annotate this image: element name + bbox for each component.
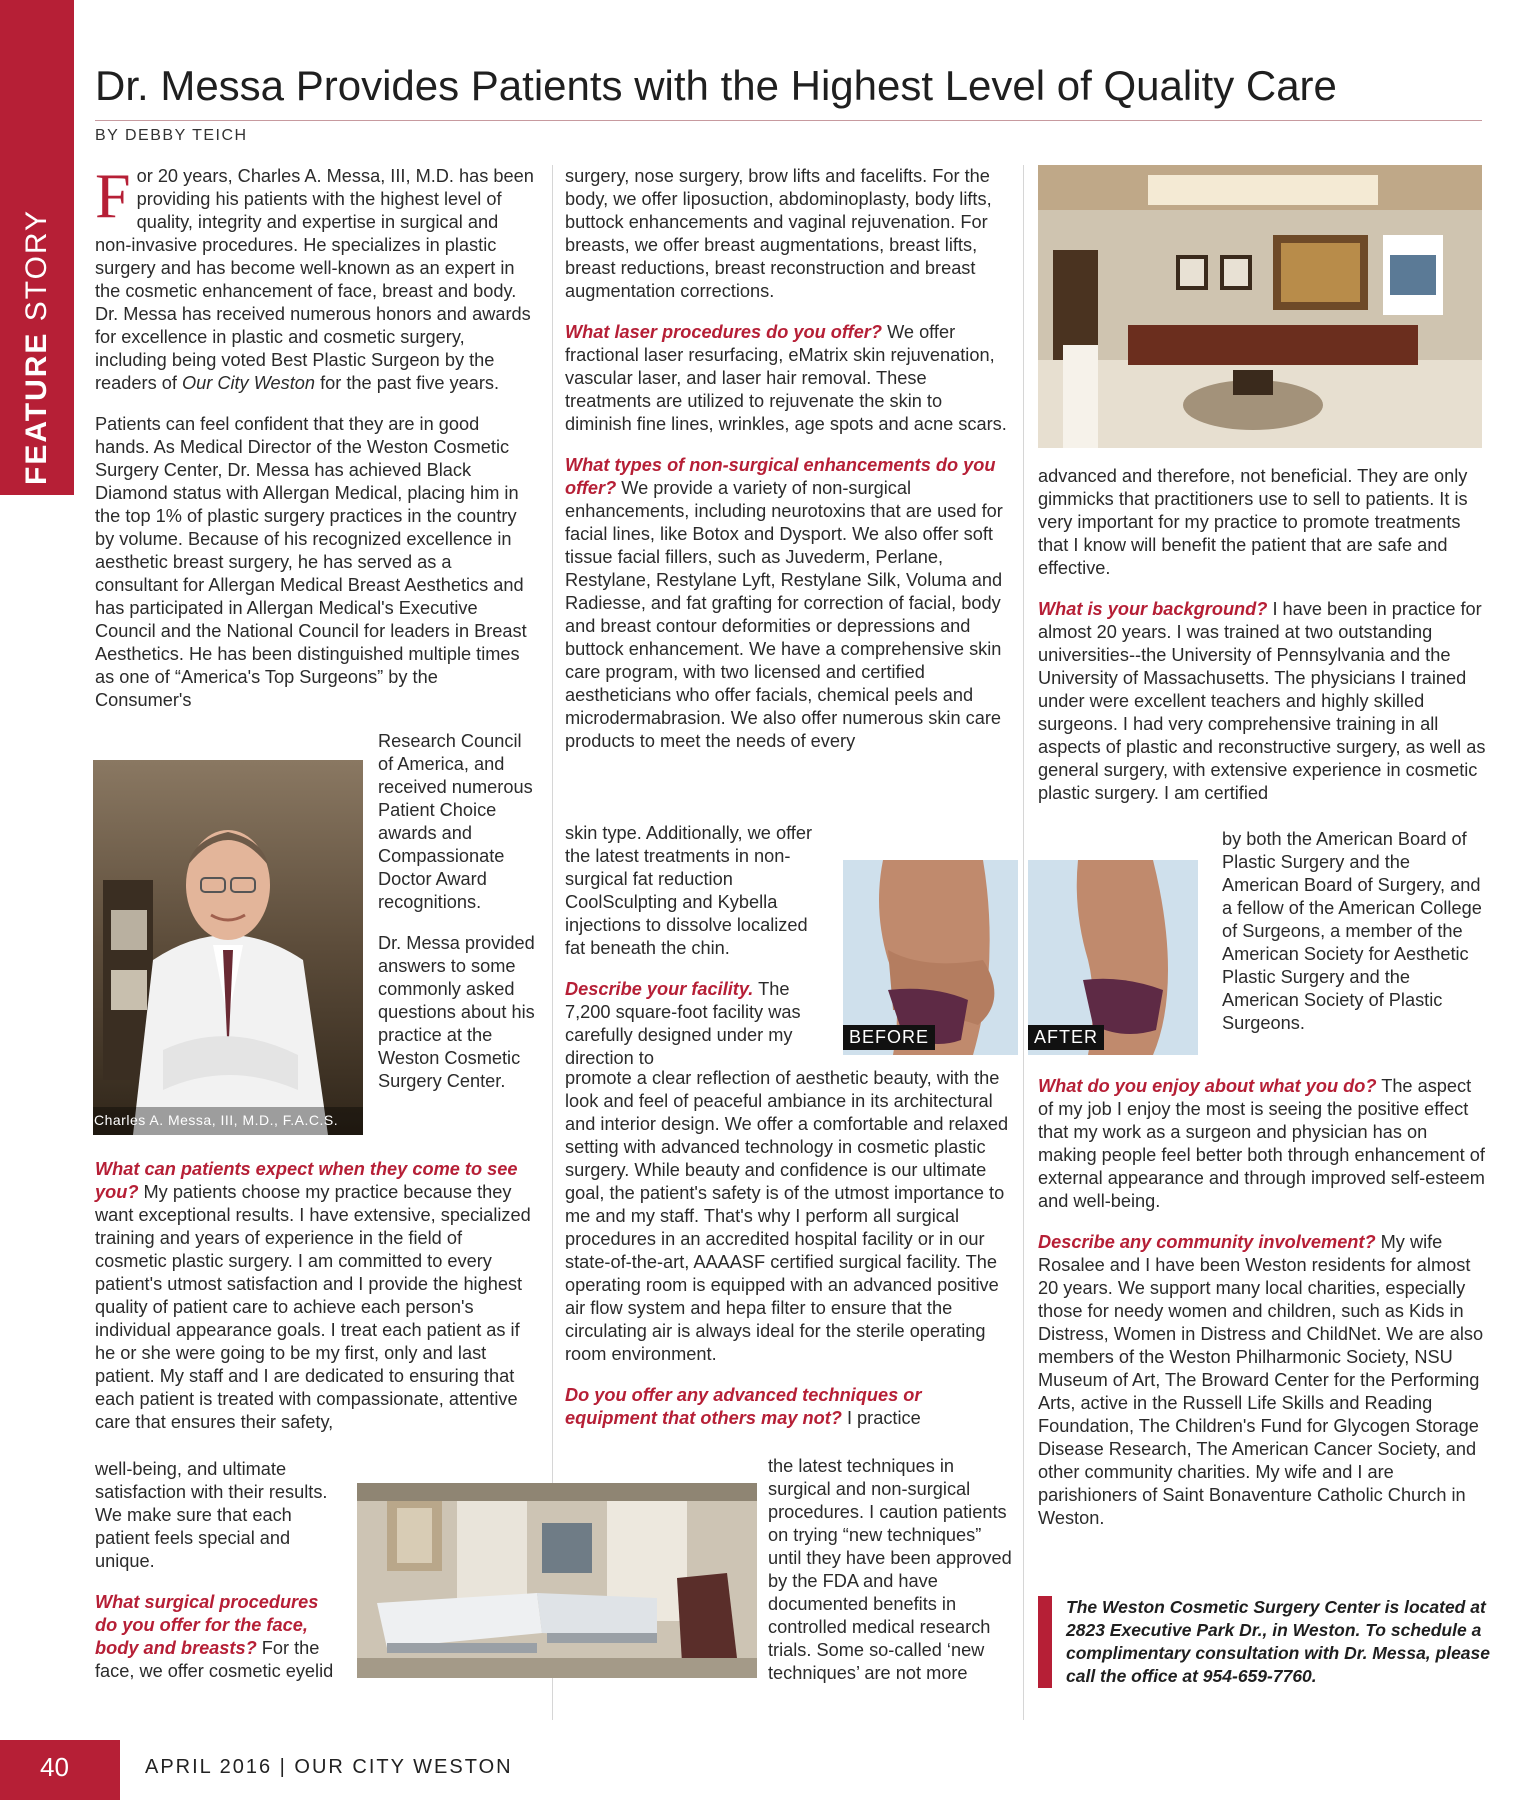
column-3-wrap [1222, 828, 1486, 1053]
column-1-lower [95, 1158, 535, 1434]
answer: The aspect of my job I enjoy the most is seeing the positive effect that my work as a surgeon and physician has on making people feel better both through enhancement of external appearance and through improved self-esteem and well-being. [1038, 1076, 1485, 1211]
question: What laser procedures do you offer? [565, 322, 882, 342]
qa-block [1038, 1075, 1486, 1213]
column-1-narrow [95, 1458, 345, 1701]
column-2-lower [565, 1067, 1010, 1430]
answer: We provide a variety of non-surgical enhancements, including neurotoxins that are used for facial lines, like Botox and Dysport. We also offer soft tissue facial fillers, such as Juvederm, Perlane, Restylane, Restylane Lyft, Restylane Silk, Voluma and Radiesse, and fat grafting for correction of facial, body and breast contour deformities or depressions and buttock enhancement. We have a comprehensive skin care program, with two licensed and certified aestheticians who offer facials, chemical peels and microdermabrasion. We also offer numerous skin care products to meet the needs of every [565, 478, 1003, 751]
recovery-room-illustration [357, 1483, 757, 1678]
paragraph: advanced and therefore, not beneficial. They are only gimmicks that practitioners use to sell to patients. It is very important for my practice to promote treatments that I know will benefit the patient that are safe and effective. [1038, 466, 1468, 578]
question: What can patients expect when they come to see you? [95, 1159, 518, 1202]
question: Do you offer any advanced techniques or equipment that others may not? [565, 1385, 922, 1428]
drop-cap: F [95, 160, 131, 231]
column-2 [565, 165, 1010, 771]
before-label: BEFORE [843, 1025, 935, 1050]
paragraph: surgery, nose surgery, brow lifts and facelifts. For the body, we offer liposuction, abdominoplasty, body lifts, buttock enhancements and vaginal rejuvenation. For breasts, we offer breast augmentations, breast lifts, breast reductions, breast reconstruction and breast augmentation corrections. [565, 166, 992, 301]
article-headline: Dr. Messa Provides Patients with the Highest Level of Quality Care [95, 62, 1337, 109]
portrait-illustration [93, 760, 363, 1135]
question: Describe any community involvement? [1038, 1232, 1376, 1252]
contact-callout: The Weston Cosmetic Surgery Center is located at 2823 Executive Park Dr., in Weston. To schedule a complimentary consultation with Dr. Messa, please call the office at 954-659-7760. [1038, 1596, 1516, 1688]
answer: My wife Rosalee and I have been Weston residents for almost 20 years. We support many local charities, especially those for needy women and children, such as Kids in Distress, Women in Distress and ChildNet. We are also members of the Weston Philharmonic Society, NSU Museum of Art, The Broward Center for the Performing Arts, active in the Russell Life Skills and Reading Foundation, The Children's Fund for Glycogen Storage Disease Research, The American Cancer Society, and other community charities. My wife and I are parishioners of Saint Bonaventure Catholic Church in Weston. [1038, 1232, 1484, 1528]
qa-block [95, 1158, 535, 1434]
qa-block [1038, 1231, 1486, 1530]
lobby-illustration [1038, 165, 1482, 448]
paragraph: the latest techniques in surgical and non-surgical procedures. I caution patients on trying “new techniques” until they have been approved by the FDA and have documented benefits in controlled medical research trials. Some so-called ‘new techniques’ are not more [768, 1456, 1012, 1683]
section-label-light: STORY [20, 208, 53, 322]
portrait-photo [93, 760, 363, 1135]
column-2-narrow [565, 822, 817, 1088]
qa-block [565, 454, 1010, 753]
qa-block [565, 1384, 1010, 1430]
paragraph: Dr. Messa provided answers to some commonly asked questions about his practice at the Weston Cosmetic Surgery Center. [378, 933, 535, 1091]
paragraph: well-being, and ultimate satisfaction with their results. We make sure that each patient feels special and unique. [95, 1459, 328, 1571]
qa-block [95, 1591, 345, 1683]
paragraph: Patients can feel confident that they are in good hands. As Medical Director of the Weston Cosmetic Surgery Center, Dr. Messa has achieved Black Diamond status with Allergan Medical, placing him in the top 1% of plastic surgery practices in the country by volume. Because of his recognized excellence in aesthetic breast surgery, he has served as a consultant for Allergan Medical Breast Aesthetics and has participated in Allergan Medical's Executive Council and the National Council for leaders in Breast Aesthetics. He has been distinguished multiple times as one of “America's Top Surgeons” by the Consumer's [95, 414, 527, 710]
question: What is your background? [1038, 599, 1268, 619]
paragraph: promote a clear reflection of aesthetic beauty, with the look and feel of peaceful ambiance in its architectural and interior design. We offer a comfortable and relaxed setting with advanced technology in cosmetic plastic surgery. While beauty and confidence is our ultimate goal, the patient's safety is of the utmost importance to me and my staff. That's why I perform all surgical procedures in an accredited hospital facility or in our state-of-the-art, AAAASF certified surgical facility. The operating room is equipped with an advanced positive air flow system and hepa filter to ensure that the circulating air is always ideal for the sterile operating room environment. [565, 1068, 1009, 1364]
after-label: AFTER [1028, 1025, 1104, 1050]
lobby-photo [1038, 165, 1482, 448]
byline: BY DEBBY TEICH [95, 127, 248, 144]
paragraph: skin type. Additionally, we offer the latest treatments in non-surgical fat reduction CoolSculpting and Kybella injections to dissolve localized fat beneath the chin. [565, 823, 813, 958]
answer: I practice [846, 1408, 921, 1428]
qa-block [1038, 598, 1486, 805]
intro-paragraph: For 20 years, Charles A. Messa, III, M.D. has been providing his patients with the highest level of quality, integrity and expertise in surgical and non-invasive procedures. He specializes in plastic surgery and has become well-known as an expert in the cosmetic enhancement of face, breast and body. Dr. Messa has received numerous honors and awards for excellence in plastic and cosmetic surgery, including being voted Best Plastic Surgeon by the readers of Our City Weston for the past five years. [95, 160, 534, 393]
portrait-caption: Charles A. Messa, III, M.D., F.A.C.S. [94, 1112, 339, 1128]
question: What types of non-surgical enhancements do you offer? [565, 455, 996, 498]
qa-block [565, 321, 1010, 436]
question: What do you enjoy about what you do? [1038, 1076, 1377, 1096]
publication-name: Our City Weston [181, 373, 316, 393]
section-label-bold: FEATURE [20, 331, 53, 485]
recovery-room-photo [357, 1483, 757, 1678]
answer: We offer fractional laser resurfacing, eMatrix skin rejuvenation, vascular laser, and laser hair removal. These treatments are utilized to rejuvenate the skin to diminish fine lines, wrinkles, age spots and acne scars. [565, 322, 1007, 434]
paragraph: Research Council of America, and received numerous Patient Choice awards and Compassionate Doctor Award recognitions. [378, 731, 533, 912]
question: Describe your facility. [565, 979, 754, 999]
section-label [20, 209, 54, 485]
column-3 [1038, 465, 1486, 805]
issue-footer: APRIL 2016 | OUR CITY WESTON [145, 1756, 513, 1778]
headline-rule [95, 120, 1482, 121]
answer: For the face, we offer cosmetic eyelid [95, 1638, 334, 1681]
answer: The 7,200 square-foot facility was carefully designed under my direction to [565, 979, 801, 1068]
column-3-lower [1038, 1075, 1486, 1548]
answer: I have been in practice for almost 20 years. I was trained at two outstanding universities--the University of Pennsylvania and the University of Massachusetts. The physicians I trained under were excellent teachers and highly skilled surgeons. I had very comprehensive training in all aspects of plastic and reconstructive surgery, as well as general surgery, with extensive experience in cosmetic plastic surgery. I am certified [1038, 599, 1486, 803]
page-number: 40 [40, 1752, 69, 1782]
paragraph: by both the American Board of Plastic Surgery and the American Board of Surgery, and a fellow of the American College of Surgeons, a member of the American Society for Aesthetic Plastic Surgery and the American Society of Plastic Surgeons. [1222, 829, 1482, 1033]
column-1 [95, 160, 535, 730]
question: What surgical procedures do you offer for the face, body and breasts? [95, 1592, 319, 1658]
qa-block [565, 978, 817, 1070]
column-divider [1023, 165, 1024, 1720]
answer: My patients choose my practice because they want exceptional results. I have extensive, specialized training and years of experience in the field of cosmetic plastic surgery. I am committed to every patient's utmost satisfaction and I provide the highest quality of patient care to achieve each person's individual appearance goals. I treat each patient as if he or she were going to be my first, only and last patient. My staff and I are dedicated to ensuring that each patient is treated with compassionate, attentive care that ensures their safety, [95, 1182, 531, 1432]
column-2-wrap [768, 1455, 1012, 1703]
column-1-wrap [378, 730, 536, 1111]
